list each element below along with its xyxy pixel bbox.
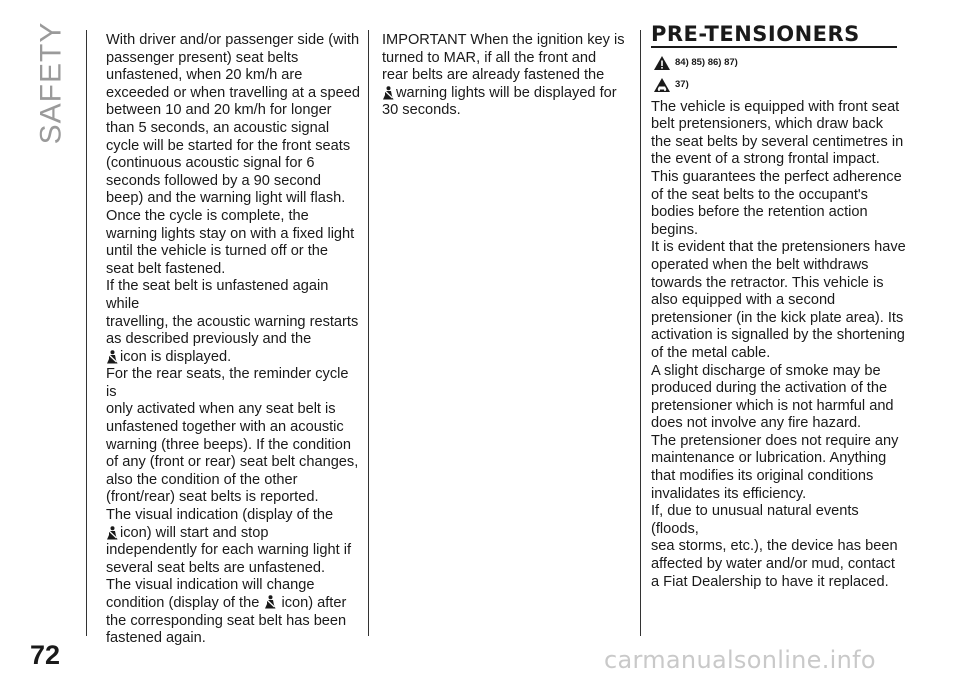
- text-line: until the vehicle is turned off or the: [106, 243, 329, 260]
- text-line: IMPORTANT When the ignition key is: [382, 32, 625, 48]
- seat-belt-icon: [106, 350, 118, 364]
- text-line: only activated when any seat belt is: [106, 401, 336, 418]
- text-line: between 10 and 20 km/h for longer: [106, 102, 332, 119]
- text-line: several seat belts are unfastened.: [106, 559, 326, 576]
- text-line: travelling, the acoustic warning restarts: [106, 313, 359, 330]
- text-line: The vehicle is equipped with front seat: [651, 98, 900, 115]
- text-line: of the metal cable.: [651, 344, 771, 361]
- text-line: warning lights stay on with a fixed light: [106, 225, 355, 242]
- text-column-3: [651, 22, 909, 591]
- text-line: exceeded or when travelling at a speed: [106, 84, 360, 101]
- text-line: For the rear seats, the reminder cycle is: [106, 366, 349, 400]
- text-line: seat belt fastened.: [106, 260, 226, 277]
- text-line: passenger present) seat belts: [106, 49, 299, 66]
- text-line: a Fiat Dealership to have it replaced.: [651, 573, 889, 590]
- text-line: rear belts are already fastened the: [382, 67, 605, 84]
- text-line: the seat belts by several centimetres in: [651, 133, 904, 150]
- caution-reference-row: 37): [651, 74, 909, 96]
- text-line: as described previously and the: [106, 331, 312, 348]
- text-line: does not involve any fire hazard.: [651, 415, 862, 432]
- text-column-2: [382, 32, 632, 120]
- text-line: unfastened together with an acoustic: [106, 419, 344, 436]
- text-line: unfastened, when 20 km/h are: [106, 67, 303, 84]
- text-line: also the condition of the other: [106, 471, 298, 488]
- text-line: that modifies its original conditions: [651, 468, 874, 485]
- text-line: (front/rear) seat belts is reported.: [106, 489, 319, 506]
- text-line: of the seat belts to the occupant's: [651, 186, 868, 203]
- text-line: than 5 seconds, an acoustic signal: [106, 119, 330, 136]
- text-line: begins.: [651, 221, 699, 238]
- text-line: warning (three beeps). If the condition: [106, 436, 351, 453]
- column-divider: [640, 30, 641, 636]
- seat-belt-icon: [382, 86, 394, 100]
- text-line: affected by water and/or mud, contact: [651, 556, 895, 573]
- text-line: If the seat belt is unfastened again while: [106, 278, 329, 312]
- seat-belt-icon: [264, 595, 276, 609]
- text-line: seconds followed by a 90 second: [106, 172, 321, 189]
- text-line: maintenance or lubrication. Anything: [651, 450, 887, 467]
- text-line: 30 seconds.: [382, 102, 461, 119]
- warning-triangle-icon: [653, 55, 671, 71]
- section-side-label: SAFETY: [34, 21, 68, 145]
- text-line: It is evident that the pretensioners have: [651, 239, 906, 256]
- text-line: also equipped with a second: [651, 292, 836, 309]
- text-line: independently for each warning light if: [106, 542, 352, 559]
- text-line: condition (display of the icon) after: [106, 595, 347, 611]
- text-line: bodies before the retention action: [651, 204, 868, 221]
- watermark: carmanualsonline.info: [604, 646, 876, 674]
- icon-line: warning lights will be displayed for: [382, 85, 632, 103]
- text-line: belt pretensioners, which draw back: [651, 116, 883, 133]
- column-divider: [368, 30, 369, 636]
- section-heading: PRE-TENSIONERS: [651, 26, 897, 48]
- text-line: The visual indication (display of the: [106, 507, 334, 524]
- text-line: beep) and the warning light will flash.: [106, 190, 346, 207]
- text-line: the corresponding seat belt has been: [106, 612, 347, 629]
- text-line: The pretensioner does not require any: [651, 432, 899, 449]
- text-line: cycle will be started for the front seats: [106, 137, 351, 154]
- text-line: (continuous acoustic signal for 6: [106, 155, 315, 172]
- text-line: A slight discharge of smoke may be: [651, 362, 881, 379]
- text-line: activation is signalled by the shortening: [651, 327, 905, 344]
- text-line: the event of a strong frontal impact.: [651, 151, 880, 168]
- page-number: 72: [30, 640, 61, 670]
- column-divider: [86, 30, 87, 636]
- text-line: fastened again.: [106, 630, 206, 647]
- warning-reference-row: 84) 85) 86) 87): [651, 52, 909, 74]
- text-line: invalidates its efficiency.: [651, 485, 807, 502]
- text-line: This guarantees the perfect adherence: [651, 168, 902, 185]
- text-line: The visual indication will change: [106, 577, 315, 594]
- icon-line: icon) will start and stop: [106, 525, 362, 543]
- icon-line: icon is displayed.: [106, 349, 362, 367]
- text-line: Once the cycle is complete, the: [106, 207, 309, 224]
- text-line: If, due to unusual natural events (floods,: [651, 503, 859, 537]
- text-line: With driver and/or passenger side (with: [106, 32, 360, 48]
- text-line: pretensioner (in the kick plate area). Its: [651, 309, 904, 326]
- text-line: produced during the activation of the: [651, 380, 888, 397]
- text-line: turned to MAR, if all the front and: [382, 49, 597, 66]
- seat-belt-icon: [106, 526, 118, 540]
- text-column-1: [106, 32, 362, 648]
- text-line: pretensioner which is not harmful and: [651, 397, 894, 414]
- text-line: sea storms, etc.), the device has been: [651, 538, 898, 555]
- text-line: of any (front or rear) seat belt changes,: [106, 454, 359, 471]
- text-line: towards the retractor. This vehicle is: [651, 274, 884, 291]
- car-caution-icon: [653, 77, 671, 93]
- text-line: operated when the belt withdraws: [651, 256, 869, 273]
